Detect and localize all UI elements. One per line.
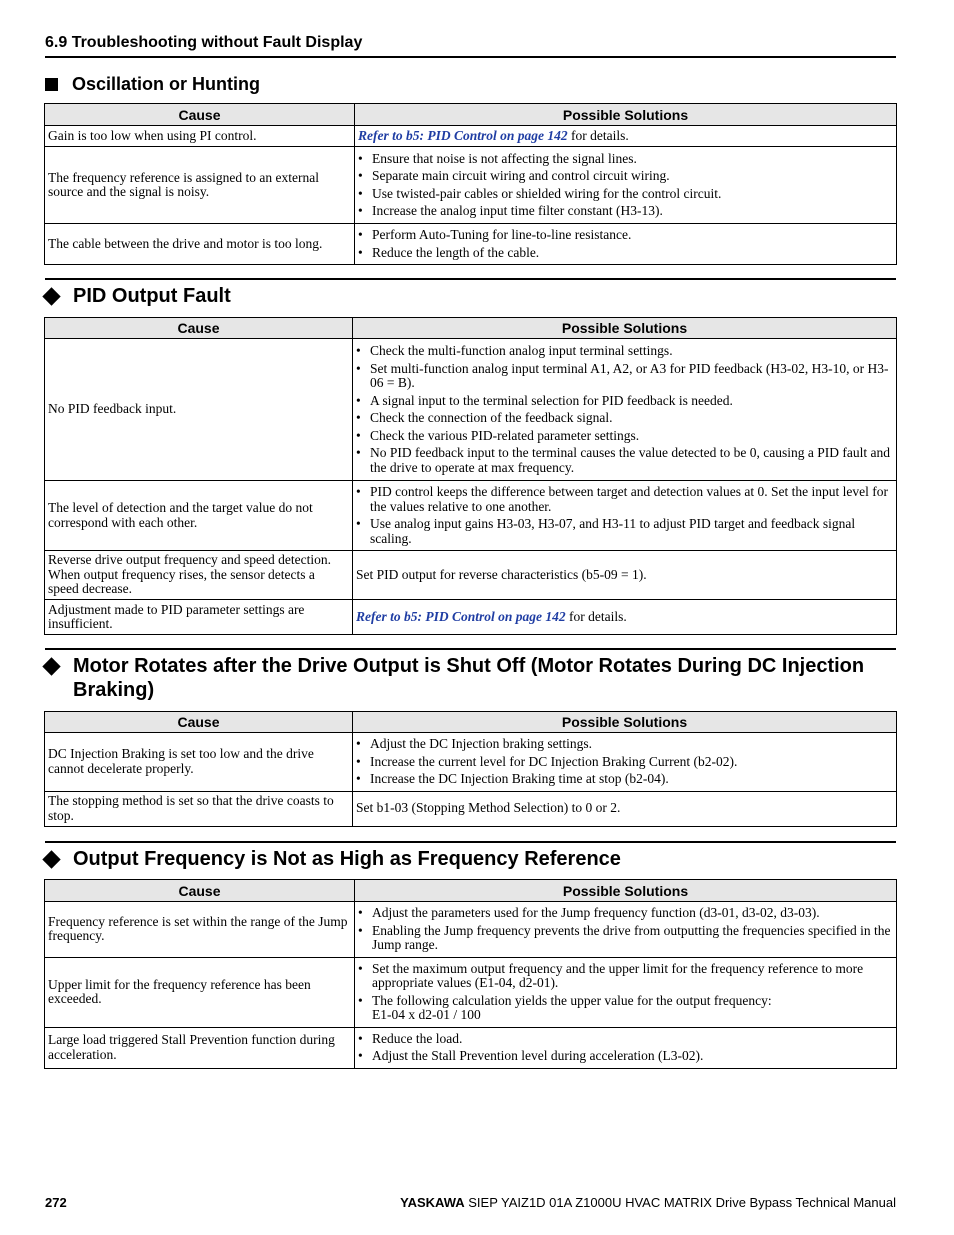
solution-item: • Separate main circuit wiring and control circuit wiring. (358, 169, 893, 184)
page-reference-link[interactable]: Refer to b5: PID Control on page 142 (356, 608, 566, 624)
table-row (45, 551, 897, 600)
cause-cell: DC Injection Braking is set too low and the drive cannot decelerate properly. (45, 733, 353, 792)
solution-cell (353, 339, 897, 481)
page-header: 6.9 Troubleshooting without Fault Display (45, 34, 896, 58)
diamond-bullet-icon (42, 657, 60, 675)
table-row (45, 791, 897, 826)
solution-item: • Reduce the length of the cable. (358, 246, 893, 261)
solution-cell: Set b1-03 (Stopping Method Selection) to 0 or 2. (353, 791, 897, 826)
solution-item: • Set multi-function analog input terminal A1, A2, or A3 for PID feedback (H3-02, H3-10, or H3-06 = B). (356, 362, 893, 391)
page-number: 272 (45, 1195, 67, 1210)
solution-cell (355, 902, 897, 958)
table-row (45, 600, 897, 635)
cause-cell: Frequency reference is set within the range of the Jump frequency. (45, 902, 355, 958)
cause-cell: The frequency reference is assigned to an external source and the signal is noisy. (45, 147, 355, 224)
square-bullet-icon (45, 78, 58, 91)
table-row (45, 126, 897, 147)
cause-cell: No PID feedback input. (45, 339, 353, 481)
section-pid-heading (45, 278, 896, 310)
solution-item: • Check the various PID-related parameter settings. (356, 429, 893, 444)
output-frequency-table (44, 879, 897, 1069)
motor-rotates-table (44, 711, 897, 827)
col-header-solutions: Possible Solutions (353, 318, 897, 339)
col-header-cause: Cause (45, 318, 353, 339)
table-row (45, 902, 897, 958)
solution-item (358, 994, 893, 1023)
solution-item: • Enabling the Jump frequency prevents the drive from outputting the frequencies specified in the Jump range. (358, 924, 893, 953)
section-title: Motor Rotates after the Drive Output is Shut Off (Motor Rotates During DC Injection Braking) (73, 655, 865, 701)
table-row (45, 957, 897, 1027)
solution-cell (353, 733, 897, 792)
solution-item: • Perform Auto-Tuning for line-to-line resistance. (358, 228, 893, 243)
solution-item: • Use analog input gains H3-03, H3-07, and H3-11 to adjust PID target and feedback signal scaling. (356, 517, 893, 546)
cause-cell: The cable between the drive and motor is too long. (45, 224, 355, 265)
table-row (45, 1027, 897, 1068)
section-motor-rotates-heading (45, 648, 896, 704)
brand-name: YASKAWA (400, 1195, 465, 1210)
col-header-solutions: Possible Solutions (353, 712, 897, 733)
formula-text: E1-04 x d2-01 / 100 (372, 1007, 481, 1022)
solution-item: • Check the connection of the feedback signal. (356, 411, 893, 426)
pid-fault-table (44, 317, 897, 635)
table-row (45, 224, 897, 265)
reference-suffix: for details. (567, 127, 629, 143)
cause-cell: The stopping method is set so that the drive coasts to stop. (45, 791, 353, 826)
cause-cell: Large load triggered Stall Prevention function during acceleration. (45, 1027, 355, 1068)
cause-cell: Reverse drive output frequency and speed detection. When output frequency rises, the sensor detects a speed decrease. (45, 551, 353, 600)
solution-cell (355, 1027, 897, 1068)
section-oscillation-heading (45, 74, 260, 95)
cause-cell: Gain is too low when using PI control. (45, 126, 355, 147)
table-row (45, 481, 897, 551)
footer-manual-title (400, 1195, 896, 1210)
oscillation-table (44, 103, 897, 265)
solution-item: • Reduce the load. (358, 1032, 893, 1047)
cause-cell: Adjustment made to PID parameter settings are insufficient. (45, 600, 353, 635)
solution-item: • Adjust the Stall Prevention level during acceleration (L3-02). (358, 1049, 893, 1064)
solution-item: • Increase the current level for DC Injection Braking Current (b2-02). (356, 755, 893, 770)
col-header-cause: Cause (45, 880, 355, 902)
col-header-solutions: Possible Solutions (355, 880, 897, 902)
solution-cell (353, 600, 897, 635)
solution-item: • Increase the DC Injection Braking time at stop (b2-04). (356, 772, 893, 787)
solution-item: • Increase the analog input time filter constant (H3-13). (358, 204, 893, 219)
solution-cell (355, 224, 897, 265)
section-title: PID Output Fault (73, 285, 231, 307)
cause-cell: Upper limit for the frequency reference has been exceeded. (45, 957, 355, 1027)
cause-cell: The level of detection and the target value do not correspond with each other. (45, 481, 353, 551)
solution-cell: Set PID output for reverse characteristics (b5-09 = 1). (353, 551, 897, 600)
page-reference-link[interactable]: Refer to b5: PID Control on page 142 (358, 127, 568, 143)
solution-item: • A signal input to the terminal selection for PID feedback is needed. (356, 394, 893, 409)
table-row (45, 733, 897, 792)
section-output-frequency-heading (45, 841, 896, 873)
table-row (45, 147, 897, 224)
solution-cell (355, 147, 897, 224)
section-title: Oscillation or Hunting (72, 74, 260, 94)
solution-item: • PID control keeps the difference between target and detection values at 0. Set the input level for the values relative to one another. (356, 485, 893, 514)
diamond-bullet-icon (42, 850, 60, 868)
col-header-cause: Cause (45, 712, 353, 733)
solution-item: • Ensure that noise is not affecting the signal lines. (358, 152, 893, 167)
solution-item: • Adjust the parameters used for the Jump frequency function (d3-01, d3-02, d3-03). (358, 906, 893, 921)
manual-name: SIEP YAIZ1D 01A Z1000U HVAC MATRIX Drive Bypass Technical Manual (464, 1195, 896, 1210)
solution-cell (353, 481, 897, 551)
section-title: Output Frequency is Not as High as Frequency Reference (73, 848, 621, 870)
reference-suffix: for details. (565, 608, 627, 624)
solution-item: • No PID feedback input to the terminal causes the value detected to be 0, causing a PID fault and the drive to operate at max frequency. (356, 446, 893, 475)
col-header-solutions: Possible Solutions (355, 104, 897, 126)
solution-item: • Check the multi-function analog input terminal settings. (356, 344, 893, 359)
solution-text: The following calculation yields the upper value for the output frequency: (372, 992, 772, 1008)
solution-item: • Use twisted-pair cables or shielded wiring for the control circuit. (358, 187, 893, 202)
table-row (45, 339, 897, 481)
col-header-cause: Cause (45, 104, 355, 126)
solution-item: • Set the maximum output frequency and the upper limit for the frequency reference to more appropriate values (E1-04, d2-01). (358, 962, 893, 991)
diamond-bullet-icon (42, 287, 60, 305)
solution-cell (355, 126, 897, 147)
solution-item: • Adjust the DC Injection braking settings. (356, 737, 893, 752)
solution-cell (355, 957, 897, 1027)
